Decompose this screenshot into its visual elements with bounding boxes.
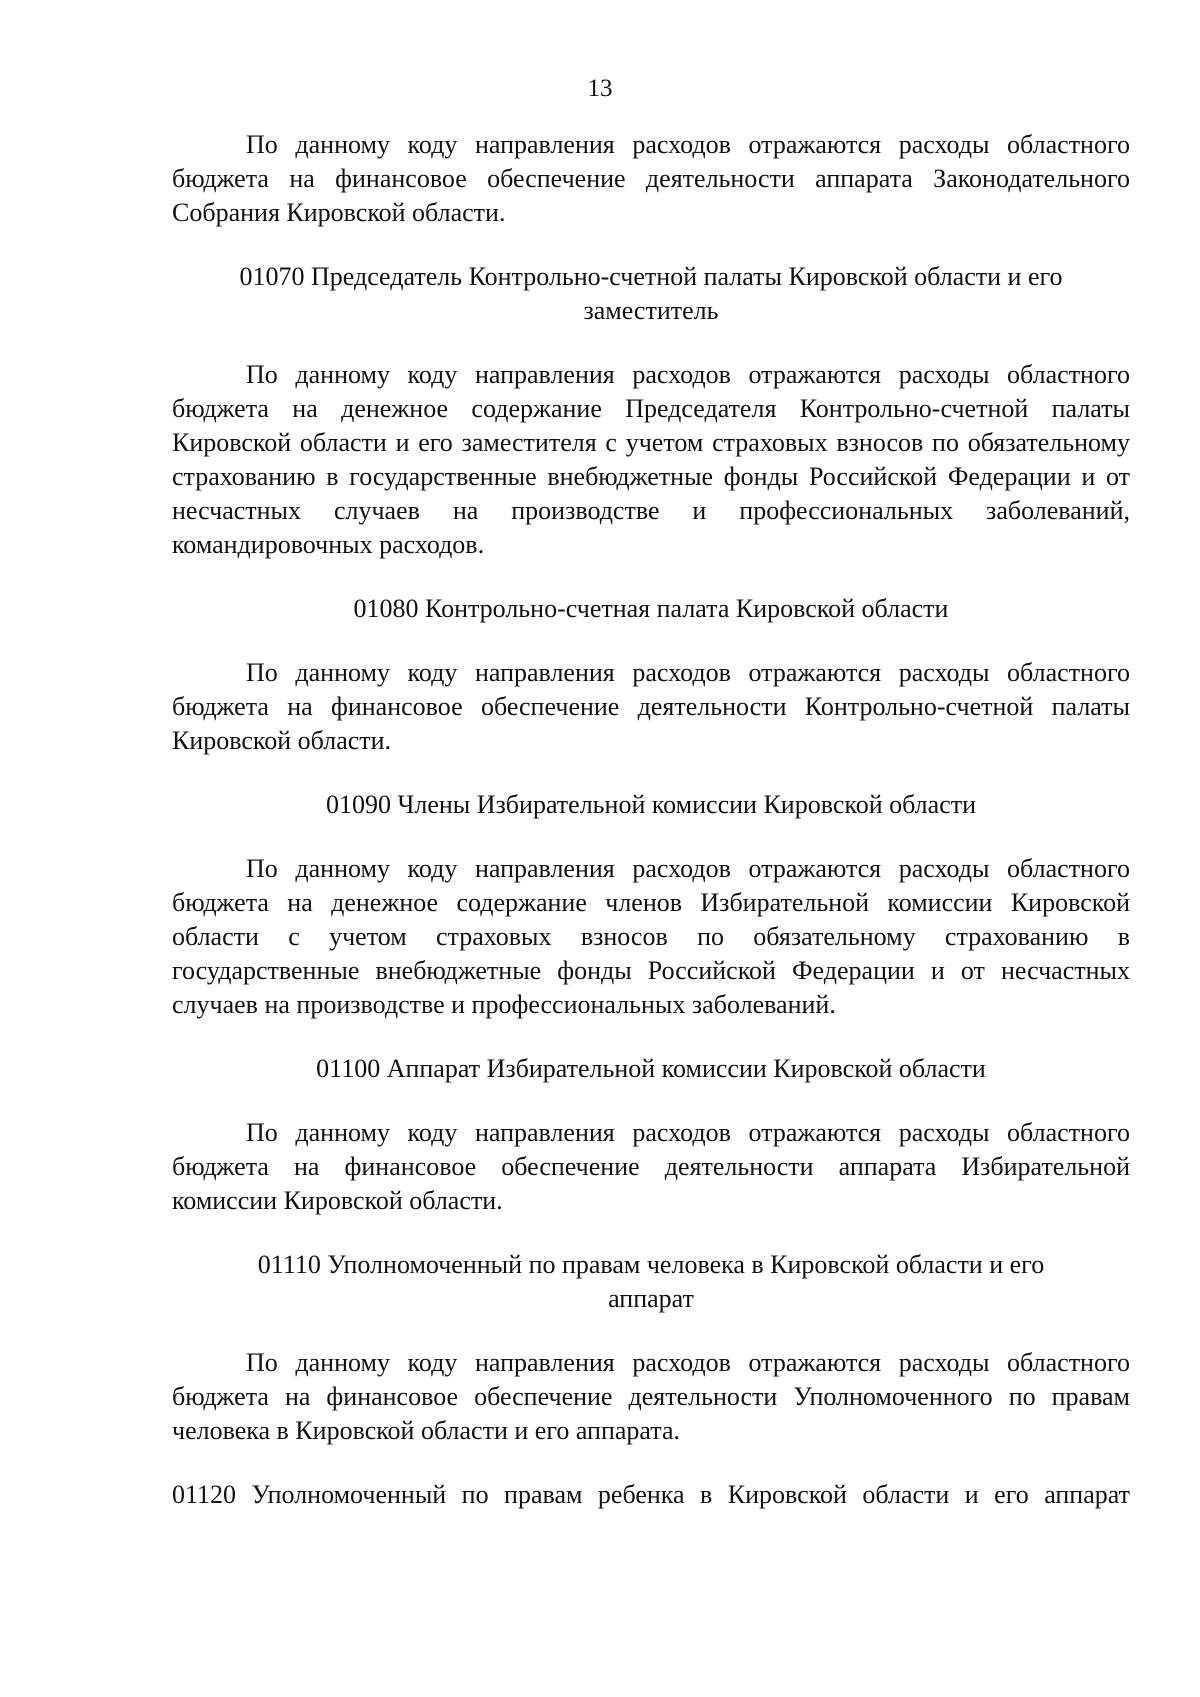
heading-01110: 01110 Уполномоченный по правам человека в Кировской области и его аппарат [257,1250,1045,1313]
paragraph-01070: По данному коду направления расходов отражаются расходы областного бюджета на денежное содержание Председателя Контрольно-счетной палаты Кировской области и его заместителя с учетом страховых взносов по обязательному страхованию в государственные внебюджетные фонды Российской Федерации и от несчастных случаев на производстве и профессиональных заболеваний, командировочных расходов. [172,360,1130,559]
paragraph-01100: По данному коду направления расходов отражаются расходы областного бюджета на финансовое обеспечение деятельности аппарата Избирательной комиссии Кировской области. [172,1118,1130,1215]
heading-01070: 01070 Председатель Контрольно-счетной палаты Кировской области и его заместитель [239,262,1063,325]
paragraph-01080: По данному коду направления расходов отражаются расходы областного бюджета на финансовое обеспечение деятельности Контрольно-счетной палаты Кировской области. [172,658,1130,755]
document-body [172,128,1130,1512]
paragraph-01110: По данному коду направления расходов отражаются расходы областного бюджета на финансовое обеспечение деятельности Уполномоченного по правам человека в Кировской области и его аппарата. [172,1348,1130,1445]
heading-01120: 01120 Уполномоченный по правам ребенка в Кировской области и его аппарат [172,1480,1130,1509]
paragraph-01090: По данному коду направления расходов отражаются расходы областного бюджета на денежное содержание членов Избирательной комиссии Кировской области с учетом страховых взносов по обязательному страхованию в государственные внебюджетные фонды Российской Федерации и от несчастных случаев на производстве и профессиональных заболеваний. [172,854,1130,1019]
paragraph-apparatus-legislative-assembly: По данному коду направления расходов отражаются расходы областного бюджета на финансовое обеспечение деятельности аппарата Законодательного Собрания Кировской области. [172,130,1130,227]
heading-01080: 01080 Контрольно-счетная палата Кировской области [353,594,949,623]
heading-01090: 01090 Члены Избирательной комиссии Кировской области [325,790,977,819]
page-number: 13 [587,75,613,102]
heading-01100: 01100 Аппарат Избирательной комиссии Кировской области [316,1054,986,1083]
